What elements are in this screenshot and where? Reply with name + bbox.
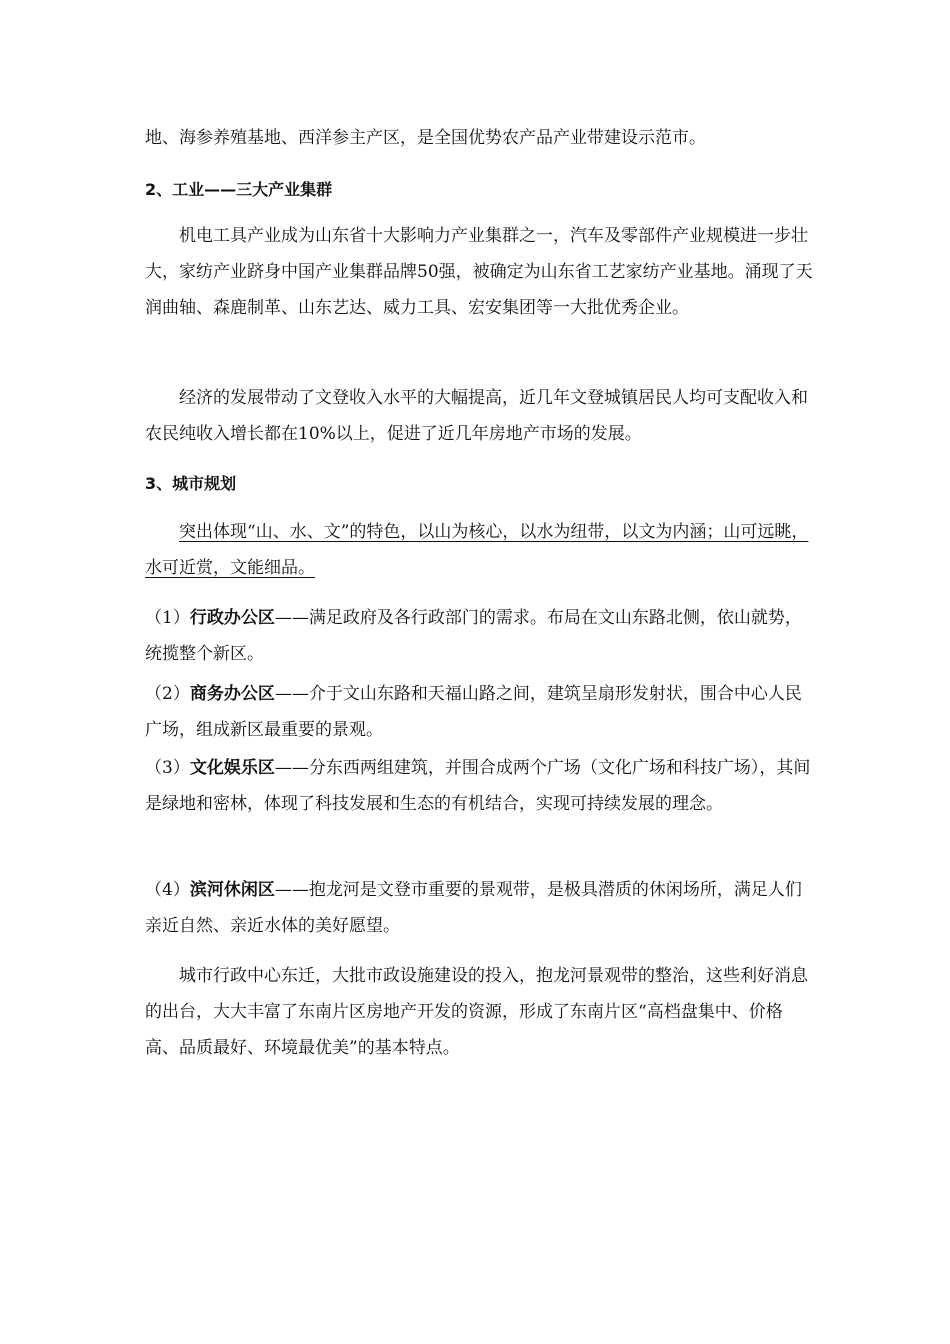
zone-name: 文化娱乐区 xyxy=(189,758,275,778)
zone-number: （1） xyxy=(145,608,190,628)
income-paragraph: 经济的发展带动了文登收入水平的大幅提高，近几年文登城镇居民人均可支配收入和农民纯收入增长都在10%以上，促进了近几年房地产市场的发展。 xyxy=(145,388,808,444)
zone-number: （2） xyxy=(145,684,190,704)
industry-paragraph: 机电工具产业成为山东省十大影响力产业集群之一，汽车及零部件产业规模进一步壮大，家纺产业跻身中国产业集群品牌50强，被确定为山东省工艺家纺产业基地。涌现了天润曲轴、森鹿制革、山东艺达、威力工具、宏安集团等一大批优秀企业。 xyxy=(145,226,813,318)
zone-item-4 xyxy=(145,872,813,944)
zone-name: 滨河休闲区 xyxy=(189,880,275,900)
section-heading-planning: 3、城市规划 xyxy=(145,474,237,493)
section-heading-industry: 2、工业——三大产业集群 xyxy=(145,180,333,199)
feature-underlined-text: 突出体现“山、水、文”的特色，以山为核心，以水为纽带，以文为内涵；山可远眺，水可近赏，文能细品。 xyxy=(145,522,809,578)
zone-item-3 xyxy=(145,750,813,822)
feature-paragraph xyxy=(145,514,813,586)
zone-name: 行政办公区 xyxy=(189,608,275,628)
zone-description: ——分东西两组建筑，并围合成两个广场（文化广场和科技广场），其间是绿地和密林，体现了科技发展和生态的有机结合，实现可持续发展的理念。 xyxy=(145,758,811,814)
zone-description: ——满足政府及各行政部门的需求。布局在文山东路北侧，依山就势，统揽整个新区。 xyxy=(145,608,802,664)
zone-item-2 xyxy=(145,676,813,748)
zone-number: （4） xyxy=(145,880,190,900)
zone-description: ——抱龙河是文登市重要的景观带，是极具潜质的休闲场所，满足人们亲近自然、亲近水体的美好愿望。 xyxy=(145,880,802,936)
zone-name: 商务办公区 xyxy=(189,684,275,704)
zone-number: （3） xyxy=(145,758,190,778)
summary-paragraph: 城市行政中心东迁，大批市政设施建设的投入，抱龙河景观带的整治，这些利好消息的出台，大大丰富了东南片区房地产开发的资源，形成了东南片区“高档盘集中、价格高、品质最好、环境最优美”的基本特点。 xyxy=(145,966,808,1058)
zone-description: ——介于文山东路和天福山路之间，建筑呈扇形发射状，围合中心人民广场，组成新区最重要的景观。 xyxy=(145,684,802,740)
intro-paragraph: 地、海参养殖基地、西洋参主产区，是全国优势农产品产业带建设示范市。 xyxy=(145,128,706,148)
zone-item-1 xyxy=(145,600,813,672)
